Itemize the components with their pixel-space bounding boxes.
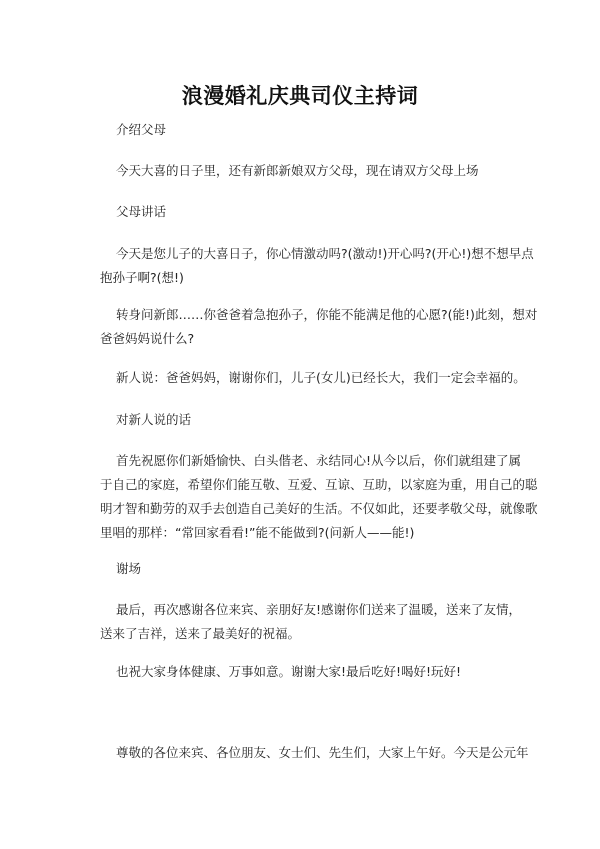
text-line: 于自己的家庭，希望你们能互敬、互爱、互谅、互助，以家庭为重，用自己的聪 [100, 477, 538, 492]
text-line: 最后，再次感谢各位来宾、亲朋好友!感谢你们送来了温暖，送来了友情， [116, 602, 522, 617]
text-line: 今天是您儿子的大喜日子，你心情激动吗?(激动!)开心吗?(开心!)想不想早点 [116, 246, 534, 261]
document-title: 浪漫婚礼庆典司仪主持词 [181, 84, 419, 108]
text-line: 介绍父母 [116, 122, 167, 137]
text-line: 谢场 [116, 561, 142, 576]
text-line: 新人说：爸爸妈妈，谢谢你们，儿子(女儿)已经长大，我们一定会幸福的。 [116, 370, 526, 385]
text-line: 对新人说的话 [116, 412, 192, 427]
text-line: 抱孙子啊?(想!) [100, 270, 184, 285]
text-line: 转身问新郎……你爸爸着急抱孙子，你能不能满足他的心愿?(能!)此刻，想对 [116, 307, 538, 322]
paragraph-final-thanks [100, 598, 522, 646]
text-line: 爸爸妈妈说什么? [100, 331, 195, 346]
text-line: 今天大喜的日子里，还有新郎新娘双方父母，现在请双方父母上场 [116, 163, 479, 178]
text-line: 明才智和勤劳的双手去创造自己美好的生活。不仅如此，还要孝敬父母，就像歌 [100, 501, 538, 516]
section-heading-introduce-parents [116, 118, 520, 142]
paragraph-blessing-newlyweds [100, 449, 538, 545]
text-line: 也祝大家身体健康、万事如意。谢谢大家!最后吃好!喝好!玩好! [116, 664, 462, 679]
text-line: 首先祝愿你们新婚愉快、白头偕老、永结同心!从今以后，你们就组建了属 [116, 453, 522, 468]
text-line: 里唱的那样：“常回家看看!”能不能做到?(问新人——能!) [100, 525, 415, 540]
paragraph-opening-address [116, 741, 529, 765]
paragraph-newlyweds-say [116, 366, 526, 390]
section-heading-words-to-newlyweds [116, 408, 520, 432]
section-heading-thanks [116, 557, 520, 581]
section-heading-parents-speech [116, 200, 520, 224]
text-line: 送来了吉祥，送来了最美好的祝福。 [100, 626, 301, 641]
paragraph-ask-parents [100, 242, 534, 290]
paragraph-ask-groom [100, 303, 538, 351]
paragraph-wishes [116, 660, 520, 684]
text-line: 尊敬的各位来宾、各位朋友、女士们、先生们，大家上午好。今天是公元年 [116, 745, 529, 760]
paragraph-parents-enter [116, 159, 520, 183]
text-line: 父母讲话 [116, 204, 167, 219]
